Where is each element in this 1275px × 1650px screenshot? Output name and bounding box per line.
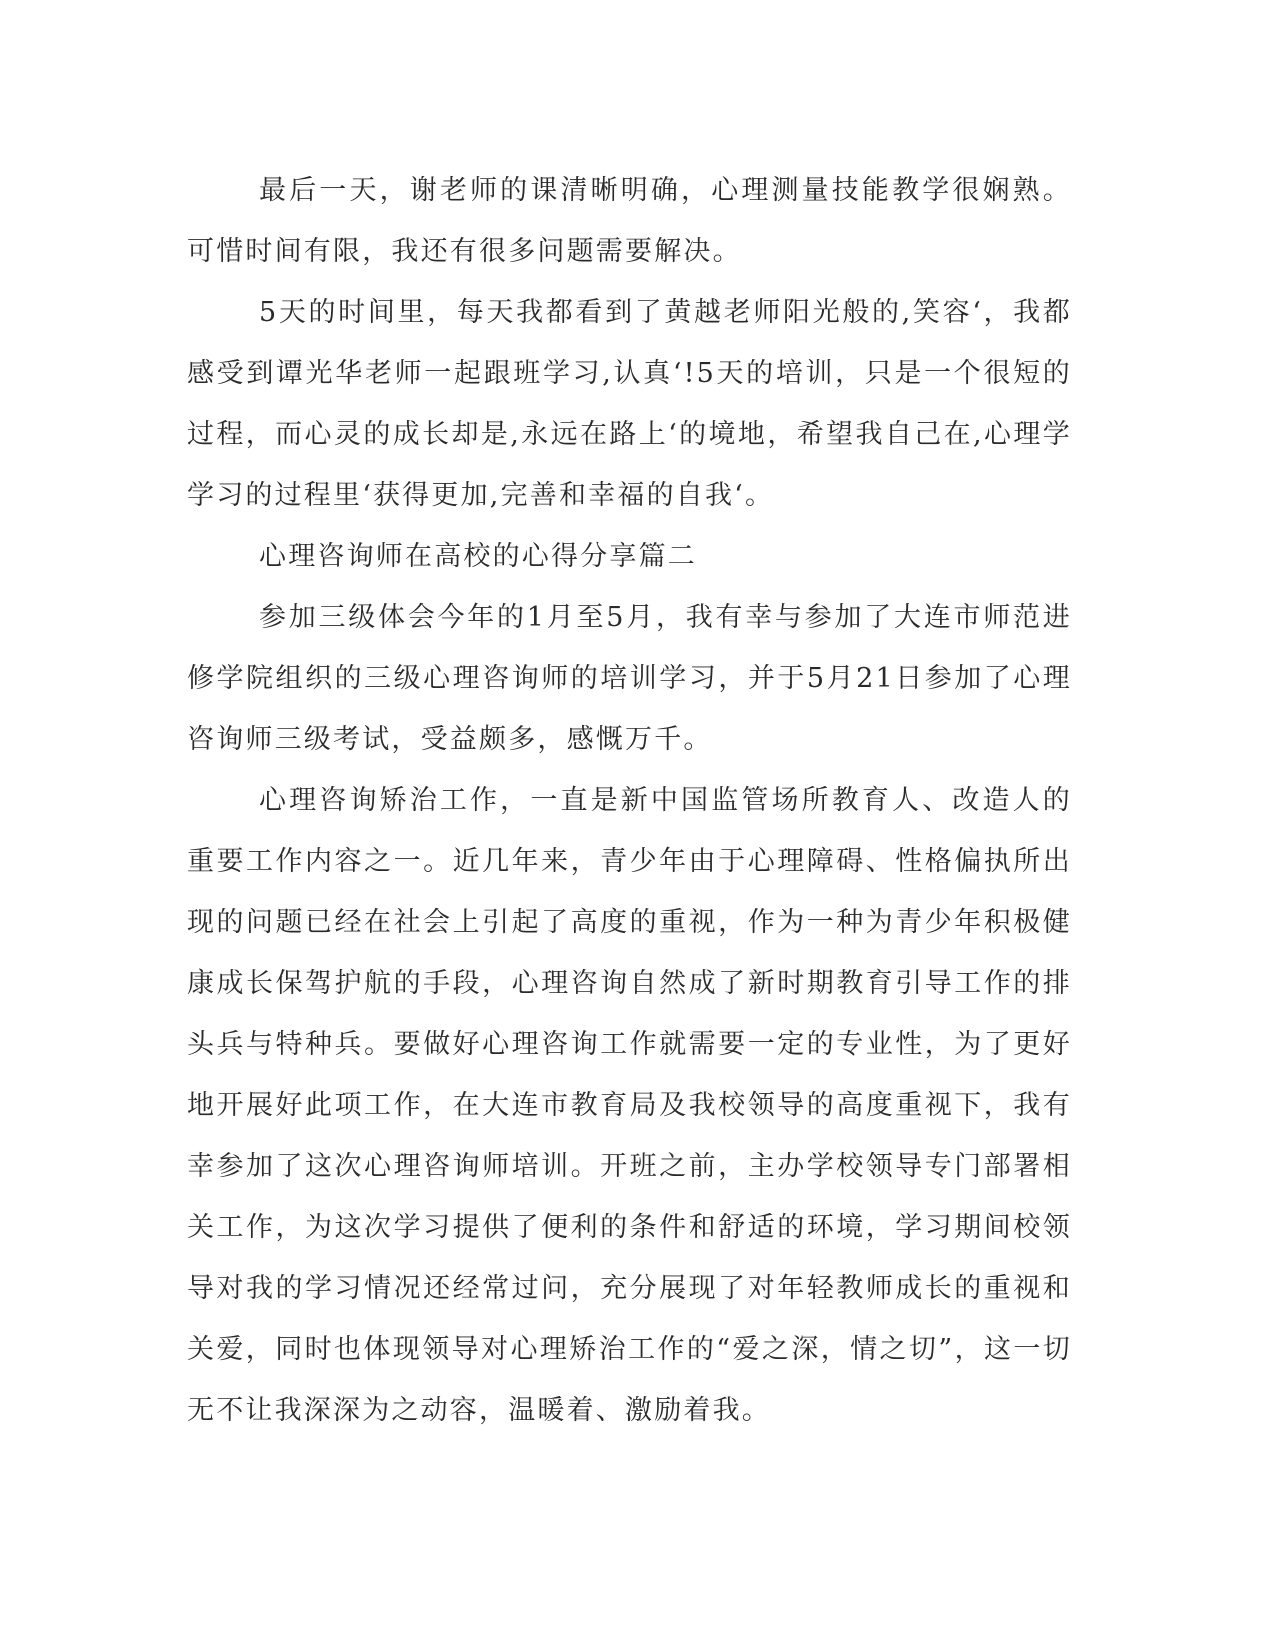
- paragraph-training-intro: 参加三级体会今年的1月至5月，我有幸与参加了大连市师范进修学院组织的三级心理咨询师的培训学习，并于5月21日参加了心理咨询师三级考试，受益颇多，感慨万千。: [187, 602, 1072, 755]
- paragraph-five-days: 5天的时间里，每天我都看到了黄越老师阳光般的,笑容‘，我都感受到谭光华老师一起跟班学习,认真‘!5天的培训，只是一个很短的过程，而心灵的成长却是,永远在路上‘的境地，希望我自己在,心理学学习的过程里‘获得更加,完善和幸福的自我‘。: [187, 297, 1072, 511]
- section-heading: 心理咨询师在高校的心得分享篇二: [259, 541, 697, 572]
- paragraph-counseling-work: 心理咨询矫治工作，一直是新中国监管场所教育人、改造人的重要工作内容之一。近几年来，青少年由于心理障碍、性格偏执所出现的问题已经在社会上引起了高度的重视，作为一种为青少年积极健康成长保驾护航的手段，心理咨询自然成了新时期教育引导工作的排头兵与特种兵。要做好心理咨询工作就需要一定的专业性，为了更好地开展好此项工作，在大连市教育局及我校领导的高度重视下，我有幸参加了这次心理咨询师培训。开班之前，主办学校领导专门部署相关工作，为这次学习提供了便利的条件和舒适的环境，学习期间校领导对我的学习情况还经常过问，充分展现了对年轻教师成长的重视和关爱，同时也体现领导对心理矫治工作的“爱之深，情之切”，这一切无不让我深深为之动容，温暖着、激励着我。: [187, 785, 1072, 1426]
- document-body: [187, 160, 1072, 1441]
- paragraph-last-day: 最后一天，谢老师的课清晰明确，心理测量技能教学很娴熟。可惜时间有限，我还有很多问题需要解决。: [187, 175, 1072, 267]
